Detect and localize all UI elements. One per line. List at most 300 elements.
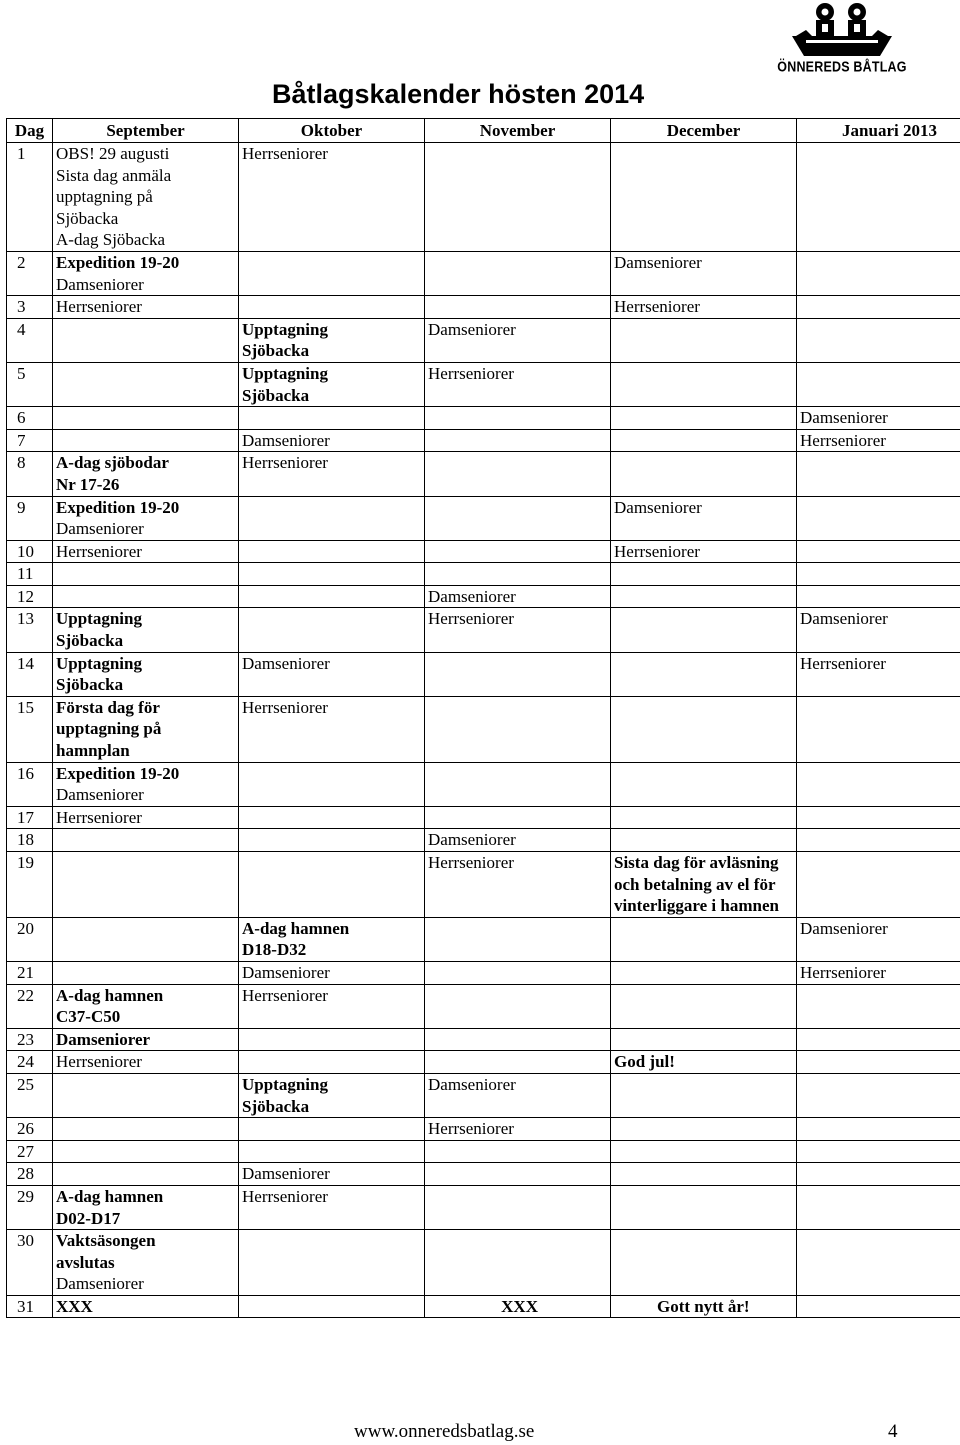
cell-januari [797, 852, 960, 918]
day-number: 17 [7, 806, 53, 829]
cell-november [425, 608, 611, 652]
cell-oktober [239, 585, 425, 608]
cell-text: Damseniorer [56, 785, 144, 805]
table-row [7, 496, 960, 540]
cell-december [611, 318, 797, 362]
cell-oktober [239, 1140, 425, 1163]
cell-text: Sjöbacka [56, 208, 119, 228]
cell-text: Sjöbacka [242, 385, 310, 405]
cell-december [611, 696, 797, 762]
cell-september [53, 1295, 239, 1318]
table-row [7, 917, 960, 961]
cell-oktober [239, 1073, 425, 1117]
cell-september [53, 1051, 239, 1074]
table-row [7, 696, 960, 762]
day-number: 2 [7, 251, 53, 295]
cell-september [53, 1140, 239, 1163]
cell-november [425, 696, 611, 762]
cell-december [611, 1051, 797, 1074]
cell-december [611, 143, 797, 252]
cell-text: Sjöbacka [242, 341, 310, 361]
calendar-body [7, 143, 960, 1318]
cell-januari [797, 362, 960, 406]
cell-november [425, 852, 611, 918]
cell-december [611, 496, 797, 540]
cell-text: Damseniorer [800, 408, 888, 428]
page-title: Båtlagskalender hösten 2014 [272, 79, 645, 109]
cell-september [53, 652, 239, 696]
cell-text: Herrseniorer [800, 430, 886, 450]
cell-text: A-dag sjöbodar [56, 453, 169, 473]
cell-november [425, 1185, 611, 1229]
cell-oktober [239, 251, 425, 295]
cell-text: Herrseniorer [56, 1052, 142, 1072]
cell-oktober [239, 1118, 425, 1141]
table-row [7, 1163, 960, 1186]
cell-november [425, 362, 611, 406]
cell-december [611, 452, 797, 496]
cell-oktober [239, 1051, 425, 1074]
cell-text: Expedition 19-20 [56, 252, 180, 272]
cell-september [53, 362, 239, 406]
table-row [7, 585, 960, 608]
cell-december [611, 585, 797, 608]
day-number: 11 [7, 563, 53, 586]
table-row [7, 608, 960, 652]
cell-oktober [239, 1230, 425, 1296]
cell-oktober [239, 762, 425, 806]
cell-september [53, 540, 239, 563]
cell-januari [797, 540, 960, 563]
cell-december [611, 829, 797, 852]
cell-oktober [239, 496, 425, 540]
cell-text: Expedition 19-20 [56, 763, 180, 783]
cell-september [53, 496, 239, 540]
cell-november [425, 984, 611, 1028]
cell-december [611, 563, 797, 586]
cell-december [611, 251, 797, 295]
cell-september [53, 1118, 239, 1141]
cell-januari [797, 1073, 960, 1117]
cell-december [611, 1295, 797, 1318]
cell-september [53, 984, 239, 1028]
cell-september [53, 1185, 239, 1229]
cell-text: Damseniorer [428, 830, 516, 850]
cell-oktober [239, 696, 425, 762]
cell-november [425, 585, 611, 608]
cell-december [611, 652, 797, 696]
table-row [7, 143, 960, 252]
cell-november [425, 1163, 611, 1186]
day-number: 31 [7, 1295, 53, 1318]
table-row [7, 1185, 960, 1229]
cell-text: och betalning av el för [614, 874, 776, 894]
cell-text: Expedition 19-20 [56, 497, 180, 517]
cell-oktober [239, 984, 425, 1028]
day-number: 28 [7, 1163, 53, 1186]
day-number: 1 [7, 143, 53, 252]
cell-november [425, 961, 611, 984]
cell-text: Damseniorer [56, 1274, 144, 1294]
cell-december [611, 540, 797, 563]
day-number: 24 [7, 1051, 53, 1074]
cell-november [425, 563, 611, 586]
day-number: 9 [7, 496, 53, 540]
cell-text: XXX [56, 1296, 93, 1316]
cell-text: Sjöbacka [56, 675, 124, 695]
cell-december [611, 1140, 797, 1163]
cell-januari [797, 143, 960, 252]
cell-text: Herrseniorer [800, 653, 886, 673]
cell-januari [797, 1295, 960, 1318]
cell-januari [797, 806, 960, 829]
day-number: 16 [7, 762, 53, 806]
table-row [7, 540, 960, 563]
cell-text: Vaktsäsongen [56, 1231, 156, 1251]
cell-november [425, 296, 611, 319]
cell-text: Herrseniorer [800, 962, 886, 982]
cell-text: C37-C50 [56, 1007, 121, 1027]
day-number: 27 [7, 1140, 53, 1163]
cell-text: Damseniorer [56, 1029, 151, 1049]
cell-november [425, 1295, 611, 1318]
cell-text: Sjöbacka [56, 631, 124, 651]
day-number: 4 [7, 318, 53, 362]
cell-text: Herrseniorer [428, 609, 514, 629]
cell-september [53, 961, 239, 984]
day-number: 20 [7, 917, 53, 961]
day-number: 7 [7, 429, 53, 452]
cell-november [425, 143, 611, 252]
day-number: 5 [7, 362, 53, 406]
cell-september [53, 696, 239, 762]
cell-december [611, 296, 797, 319]
cell-oktober [239, 407, 425, 430]
day-number: 8 [7, 452, 53, 496]
cell-text: upptagning på [56, 719, 162, 739]
cell-januari [797, 429, 960, 452]
cell-text: D18-D32 [242, 940, 307, 960]
cell-september [53, 452, 239, 496]
cell-oktober [239, 318, 425, 362]
header-januari: Januari 2013 [797, 119, 960, 143]
cell-oktober [239, 143, 425, 252]
table-row [7, 296, 960, 319]
cell-text: Damseniorer [242, 430, 330, 450]
cell-januari [797, 1118, 960, 1141]
header-september: September [53, 119, 239, 143]
cell-text: Herrseniorer [56, 297, 142, 317]
cell-januari [797, 452, 960, 496]
table-row [7, 1140, 960, 1163]
header-december: December [611, 119, 797, 143]
cell-november [425, 1073, 611, 1117]
day-number: 10 [7, 540, 53, 563]
table-row [7, 362, 960, 406]
cell-december [611, 1163, 797, 1186]
table-row [7, 1118, 960, 1141]
cell-november [425, 829, 611, 852]
cell-text: OBS! 29 augusti [56, 144, 170, 163]
cell-januari [797, 984, 960, 1028]
cell-text: Sista dag anmäla [56, 165, 172, 185]
cell-text: A-dag hamnen [56, 1186, 164, 1206]
cell-oktober [239, 563, 425, 586]
header-oktober: Oktober [239, 119, 425, 143]
cell-december [611, 608, 797, 652]
cell-oktober [239, 362, 425, 406]
cell-text: Herrseniorer [56, 541, 142, 561]
table-row [7, 1295, 960, 1318]
header-november: November [425, 119, 611, 143]
cell-december [611, 984, 797, 1028]
cell-oktober [239, 1028, 425, 1051]
cell-januari [797, 496, 960, 540]
cell-januari [797, 1163, 960, 1186]
cell-text: Herrseniorer [428, 1119, 514, 1139]
table-row [7, 762, 960, 806]
cell-januari [797, 608, 960, 652]
cell-oktober [239, 608, 425, 652]
cell-text: Upptagning [242, 319, 328, 339]
boat-people-logo-icon [776, 0, 908, 62]
cell-oktober [239, 829, 425, 852]
cell-text: Damseniorer [800, 918, 888, 938]
cell-januari [797, 407, 960, 430]
cell-text: Damseniorer [242, 653, 330, 673]
table-row [7, 806, 960, 829]
cell-januari [797, 585, 960, 608]
cell-november [425, 1051, 611, 1074]
cell-oktober [239, 540, 425, 563]
cell-text: Upptagning [242, 1074, 328, 1094]
cell-januari [797, 652, 960, 696]
cell-text: Herrseniorer [56, 807, 142, 827]
cell-oktober [239, 961, 425, 984]
cell-september [53, 762, 239, 806]
cell-november [425, 452, 611, 496]
cell-text: Herrseniorer [242, 453, 328, 473]
table-row [7, 251, 960, 295]
cell-december [611, 806, 797, 829]
table-row [7, 429, 960, 452]
day-number: 3 [7, 296, 53, 319]
cell-januari [797, 296, 960, 319]
calendar-table [6, 118, 960, 1318]
table-row [7, 1073, 960, 1117]
cell-januari [797, 1028, 960, 1051]
cell-september [53, 407, 239, 430]
cell-text: Damseniorer [800, 609, 888, 629]
table-row [7, 452, 960, 496]
cell-januari [797, 1051, 960, 1074]
cell-december [611, 429, 797, 452]
cell-text: Damseniorer [428, 319, 516, 339]
cell-text: upptagning på [56, 187, 153, 207]
cell-januari [797, 1230, 960, 1296]
cell-oktober [239, 917, 425, 961]
cell-text: Damseniorer [56, 519, 144, 539]
table-row [7, 829, 960, 852]
day-number: 6 [7, 407, 53, 430]
club-logo [776, 0, 908, 84]
cell-september [53, 1028, 239, 1051]
cell-text: Första dag för [56, 697, 160, 717]
cell-text: Upptagning [56, 653, 142, 673]
cell-text: Damseniorer [614, 252, 702, 272]
cell-december [611, 762, 797, 806]
table-row [7, 852, 960, 918]
cell-text: A-dag hamnen [242, 918, 350, 938]
cell-september [53, 852, 239, 918]
cell-september [53, 1073, 239, 1117]
cell-november [425, 407, 611, 430]
header-day: Dag [7, 119, 53, 143]
cell-text: Herrseniorer [428, 363, 514, 383]
day-number: 30 [7, 1230, 53, 1296]
cell-text: A-dag hamnen [56, 985, 164, 1005]
table-row [7, 563, 960, 586]
cell-september [53, 917, 239, 961]
cell-september [53, 296, 239, 319]
cell-december [611, 407, 797, 430]
day-number: 26 [7, 1118, 53, 1141]
cell-text: Sista dag för avläsning [614, 853, 779, 872]
cell-januari [797, 961, 960, 984]
cell-text: Damseniorer [56, 274, 144, 294]
cell-text: God jul! [614, 1052, 675, 1072]
day-number: 18 [7, 829, 53, 852]
cell-januari [797, 696, 960, 762]
cell-oktober [239, 852, 425, 918]
cell-oktober [239, 1163, 425, 1186]
cell-text: Herrseniorer [242, 144, 328, 163]
cell-januari [797, 1140, 960, 1163]
cell-text: hamnplan [56, 741, 130, 761]
cell-september [53, 585, 239, 608]
table-row [7, 1051, 960, 1074]
cell-december [611, 1073, 797, 1117]
cell-text: A-dag Sjöbacka [56, 230, 166, 250]
cell-text: Damseniorer [428, 1074, 516, 1094]
cell-text: Upptagning [242, 363, 328, 383]
cell-text: Damseniorer [428, 586, 516, 606]
cell-text: vinterliggare i hamnen [614, 896, 779, 916]
cell-oktober [239, 806, 425, 829]
cell-december [611, 1028, 797, 1051]
day-number: 19 [7, 852, 53, 918]
page-number: 4 [888, 1421, 898, 1442]
cell-september [53, 318, 239, 362]
cell-text: XXX [501, 1296, 538, 1316]
cell-text: Damseniorer [242, 1164, 330, 1184]
table-row [7, 407, 960, 430]
cell-oktober [239, 652, 425, 696]
cell-september [53, 563, 239, 586]
day-number: 15 [7, 696, 53, 762]
cell-september [53, 608, 239, 652]
footer-url[interactable]: www.onneredsbatlag.se [354, 1421, 535, 1442]
cell-september [53, 829, 239, 852]
logo-text: ÖNNEREDS BÅTLAG [777, 58, 907, 76]
day-number: 25 [7, 1073, 53, 1117]
table-row [7, 984, 960, 1028]
cell-september [53, 429, 239, 452]
cell-november [425, 1140, 611, 1163]
cell-januari [797, 563, 960, 586]
table-row [7, 1230, 960, 1296]
cell-september [53, 806, 239, 829]
day-number: 23 [7, 1028, 53, 1051]
cell-november [425, 652, 611, 696]
cell-december [611, 961, 797, 984]
cell-text: Herrseniorer [428, 853, 514, 872]
day-number: 21 [7, 961, 53, 984]
cell-december [611, 362, 797, 406]
cell-text: Upptagning [56, 609, 142, 629]
table-row [7, 1028, 960, 1051]
day-number: 14 [7, 652, 53, 696]
table-row [7, 652, 960, 696]
day-number: 13 [7, 608, 53, 652]
cell-november [425, 318, 611, 362]
cell-november [425, 251, 611, 295]
cell-november [425, 496, 611, 540]
cell-text: Herrseniorer [242, 697, 328, 717]
cell-december [611, 1230, 797, 1296]
cell-januari [797, 762, 960, 806]
cell-november [425, 1028, 611, 1051]
cell-oktober [239, 1295, 425, 1318]
cell-december [611, 1118, 797, 1141]
table-row [7, 318, 960, 362]
cell-november [425, 1230, 611, 1296]
cell-december [611, 917, 797, 961]
cell-januari [797, 251, 960, 295]
cell-september [53, 1230, 239, 1296]
cell-september [53, 143, 239, 252]
cell-januari [797, 1185, 960, 1229]
day-number: 12 [7, 585, 53, 608]
cell-november [425, 762, 611, 806]
cell-text: Damseniorer [242, 962, 330, 982]
cell-september [53, 1163, 239, 1186]
table-row [7, 961, 960, 984]
cell-text: Herrseniorer [614, 541, 700, 561]
cell-januari [797, 829, 960, 852]
cell-januari [797, 318, 960, 362]
cell-november [425, 806, 611, 829]
cell-text: Herrseniorer [614, 297, 700, 317]
cell-december [611, 1185, 797, 1229]
cell-september [53, 251, 239, 295]
cell-november [425, 1118, 611, 1141]
cell-oktober [239, 429, 425, 452]
cell-november [425, 429, 611, 452]
cell-oktober [239, 296, 425, 319]
cell-oktober [239, 1185, 425, 1229]
cell-oktober [239, 452, 425, 496]
day-number: 29 [7, 1185, 53, 1229]
cell-text: avslutas [56, 1252, 115, 1272]
cell-text: Damseniorer [614, 497, 702, 517]
cell-text: Sjöbacka [242, 1096, 310, 1116]
cell-text: Herrseniorer [242, 1186, 328, 1206]
cell-text: Gott nytt år! [657, 1296, 750, 1316]
cell-november [425, 540, 611, 563]
cell-text: D02-D17 [56, 1208, 121, 1228]
header-row [7, 119, 960, 143]
